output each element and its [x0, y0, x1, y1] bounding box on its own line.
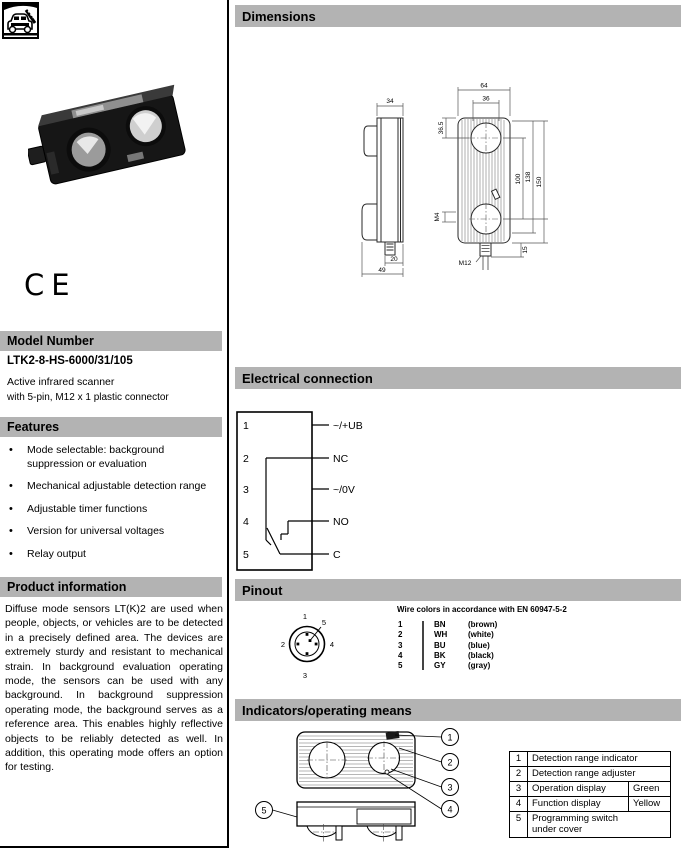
product-photo [28, 74, 198, 212]
dimensions-drawing [338, 76, 578, 290]
svg-text:64: 64 [480, 82, 488, 90]
svg-text:NO: NO [333, 516, 349, 528]
pinout-header: Pinout [235, 579, 681, 601]
svg-text:36.5: 36.5 [438, 121, 445, 135]
features-header: Features [0, 417, 222, 437]
connector-diagram [270, 606, 344, 684]
svg-text:3: 3 [447, 782, 453, 793]
table-row: 3 Operation display Green [510, 782, 671, 797]
model-description: Active infrared scanner [7, 376, 115, 388]
svg-text:M12: M12 [458, 260, 472, 267]
svg-text:4: 4 [329, 640, 335, 649]
svg-text:5: 5 [321, 618, 327, 627]
svg-text:1: 1 [302, 612, 308, 621]
feature-item: • Adjustable timer functions [7, 503, 219, 517]
features-list [7, 444, 219, 570]
svg-text:2: 2 [243, 453, 249, 465]
wire-colors-caption: Wire colors in accordance with EN 60947-5-2 [397, 605, 567, 614]
wire-row: 5 GY (gray) [398, 661, 491, 671]
svg-text:4: 4 [447, 804, 453, 815]
svg-text:3: 3 [243, 484, 249, 496]
svg-text:NC: NC [333, 453, 349, 465]
model-number-value: LTK2-8-HS-6000/31/105 [7, 355, 133, 367]
wire-row: 4 BK (black) [398, 650, 494, 660]
svg-text:1: 1 [243, 420, 249, 432]
wire-row: 3 BU (blue) [398, 640, 490, 650]
svg-text:4: 4 [243, 516, 249, 528]
model-number-header: Model Number [0, 331, 222, 351]
table-row: 2 Detection range adjuster [510, 767, 671, 782]
svg-text:36: 36 [482, 95, 490, 103]
table-row: 1 Detection range indicator [510, 752, 671, 767]
product-info-header: Product information [0, 577, 222, 597]
svg-text:M4: M4 [434, 212, 441, 222]
svg-text:138: 138 [525, 171, 532, 183]
feature-item: • Mechanical adjustable detection range [7, 480, 219, 494]
column-divider [227, 0, 229, 848]
svg-text:C: C [333, 549, 341, 561]
wire-colors-table [398, 620, 528, 671]
car-barrier-icon [2, 2, 39, 39]
svg-text:34: 34 [386, 98, 394, 105]
electrical-header: Electrical connection [235, 367, 681, 389]
svg-text:100: 100 [515, 173, 522, 185]
svg-text:49: 49 [378, 267, 386, 274]
ce-mark: CE [24, 268, 77, 302]
svg-text:15: 15 [522, 246, 529, 254]
table-row: 5 Programming switch under cover [510, 812, 671, 838]
feature-item: • Version for universal voltages [7, 525, 219, 539]
svg-text:5: 5 [261, 805, 267, 816]
indicators-table [509, 751, 671, 838]
dimensions-header: Dimensions [235, 5, 681, 27]
table-row: 4 Function display Yellow [510, 797, 671, 812]
indicators-drawing [243, 720, 468, 850]
feature-item: • Mode selectable: background suppression or evaluation [7, 444, 219, 471]
bottom-rule [0, 846, 229, 848]
svg-text:150: 150 [536, 176, 543, 188]
svg-text:2: 2 [447, 757, 453, 768]
wire-table-rule [422, 621, 424, 670]
feature-item: • Relay output [7, 548, 219, 562]
svg-text:3: 3 [302, 671, 308, 680]
svg-text:~/+UB: ~/+UB [333, 420, 363, 432]
svg-text:5: 5 [243, 549, 249, 561]
svg-text:~/0V: ~/0V [333, 484, 355, 496]
svg-text:1: 1 [447, 732, 453, 743]
wire-row: 2 WH (white) [398, 630, 494, 640]
product-info-text: Diffuse mode sensors LT(K)2 are used when people, objects, or vehicles are to be detected in a precisely defined area. The devices are extremely sturdy and resistant to mechanical strain. In background evaluation operating mode, the sensors can be used with any background. In background suppression operating mode, the background serves as a reference area. This enables highly reflective objects to be reliably detected as well. In addition, this operating mode offers an option for testing. [5, 603, 223, 774]
svg-text:2: 2 [280, 640, 286, 649]
wire-row: 1 BN (brown) [398, 620, 498, 629]
model-connector-note: with 5-pin, M12 x 1 plastic connector [7, 392, 169, 403]
electrical-diagram [236, 402, 436, 580]
svg-text:20: 20 [390, 256, 398, 263]
indicators-header: Indicators/operating means [235, 699, 681, 721]
